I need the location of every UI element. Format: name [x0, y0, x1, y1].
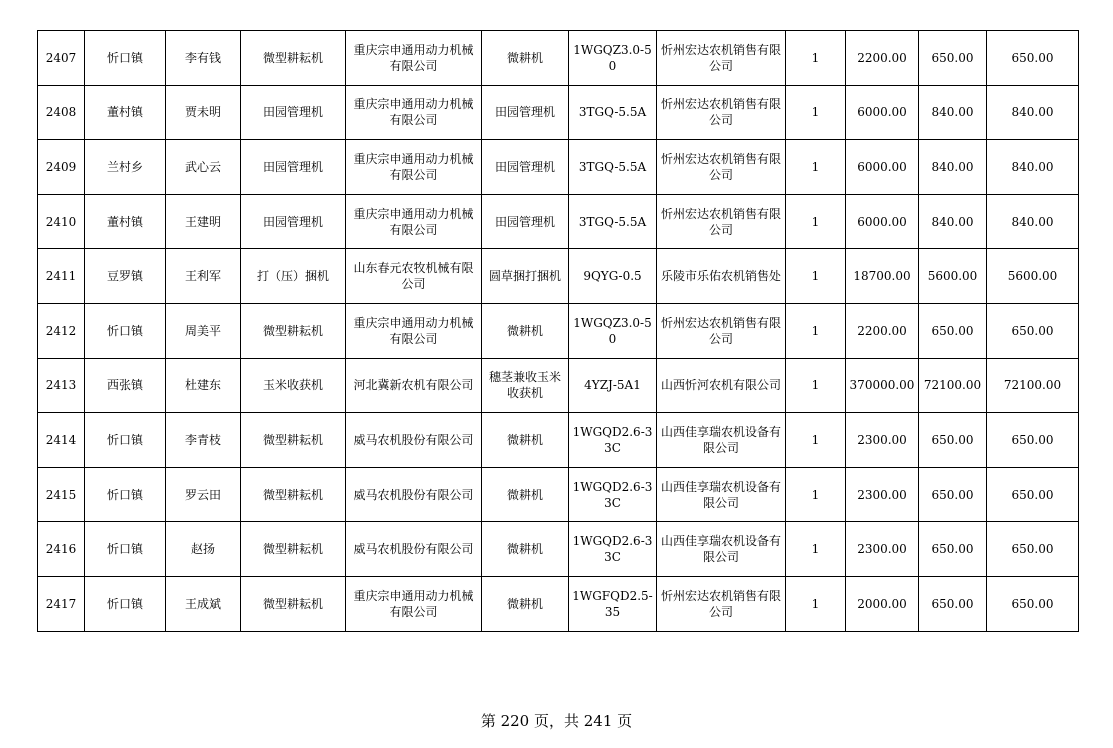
- cell-dealer: 乐陵市乐佑农机销售处: [657, 249, 786, 304]
- cell-quantity: 1: [786, 85, 846, 140]
- table-row: [38, 467, 1079, 522]
- cell-township: 忻口镇: [85, 413, 166, 468]
- cell-manufacturer: 山东春元农牧机械有限公司: [346, 249, 482, 304]
- cell-quantity: 1: [786, 576, 846, 631]
- table-row: [38, 140, 1079, 195]
- cell-product-name: 田园管理机: [482, 85, 569, 140]
- cell-machine-category: 玉米收获机: [241, 358, 346, 413]
- cell-total-subsidy: 650.00: [987, 413, 1079, 468]
- cell-subsidy-amount: 5600.00: [919, 249, 987, 304]
- cell-sale-price: 6000.00: [846, 140, 919, 195]
- cell-person-name: 李青枝: [166, 413, 241, 468]
- table-row: [38, 522, 1079, 577]
- cell-township: 西张镇: [85, 358, 166, 413]
- cell-township: 忻口镇: [85, 522, 166, 577]
- cell-model: 3TGQ-5.5A: [569, 194, 657, 249]
- cell-township: 兰村乡: [85, 140, 166, 195]
- cell-quantity: 1: [786, 467, 846, 522]
- cell-dealer: 忻州宏达农机销售有限公司: [657, 31, 786, 86]
- cell-dealer: 山西佳享瑞农机设备有限公司: [657, 413, 786, 468]
- cell-subsidy-amount: 840.00: [919, 194, 987, 249]
- cell-model: 1WGQD2.6-33C: [569, 413, 657, 468]
- cell-sale-price: 2300.00: [846, 467, 919, 522]
- cell-township: 忻口镇: [85, 467, 166, 522]
- cell-serial-no: 2407: [38, 31, 85, 86]
- page-number: 第 220 页，共 241 页: [480, 712, 633, 730]
- cell-person-name: 赵扬: [166, 522, 241, 577]
- table-row: [38, 413, 1079, 468]
- cell-model: 1WGQD2.6-33C: [569, 467, 657, 522]
- cell-product-name: 微耕机: [482, 576, 569, 631]
- cell-total-subsidy: 840.00: [987, 194, 1079, 249]
- cell-manufacturer: 重庆宗申通用动力机械有限公司: [346, 140, 482, 195]
- cell-product-name: 微耕机: [482, 413, 569, 468]
- cell-machine-category: 微型耕耘机: [241, 303, 346, 358]
- cell-total-subsidy: 650.00: [987, 576, 1079, 631]
- cell-serial-no: 2414: [38, 413, 85, 468]
- cell-subsidy-amount: 650.00: [919, 413, 987, 468]
- cell-machine-category: 田园管理机: [241, 140, 346, 195]
- cell-quantity: 1: [786, 194, 846, 249]
- cell-subsidy-amount: 650.00: [919, 303, 987, 358]
- cell-machine-category: 微型耕耘机: [241, 413, 346, 468]
- cell-quantity: 1: [786, 249, 846, 304]
- cell-dealer: 忻州宏达农机销售有限公司: [657, 85, 786, 140]
- cell-machine-category: 微型耕耘机: [241, 576, 346, 631]
- cell-manufacturer: 河北冀新农机有限公司: [346, 358, 482, 413]
- table-row: [38, 358, 1079, 413]
- cell-sale-price: 2200.00: [846, 31, 919, 86]
- table-row: [38, 194, 1079, 249]
- table-row: [38, 31, 1079, 86]
- cell-dealer: 忻州宏达农机销售有限公司: [657, 140, 786, 195]
- cell-sale-price: 2300.00: [846, 522, 919, 577]
- cell-dealer: 忻州宏达农机销售有限公司: [657, 194, 786, 249]
- cell-total-subsidy: 5600.00: [987, 249, 1079, 304]
- cell-serial-no: 2417: [38, 576, 85, 631]
- cell-machine-category: 打（压）捆机: [241, 249, 346, 304]
- cell-person-name: 李有钱: [166, 31, 241, 86]
- cell-total-subsidy: 650.00: [987, 303, 1079, 358]
- cell-model: 1WGQD2.6-33C: [569, 522, 657, 577]
- cell-sale-price: 6000.00: [846, 194, 919, 249]
- cell-township: 忻口镇: [85, 576, 166, 631]
- cell-sale-price: 2200.00: [846, 303, 919, 358]
- cell-sale-price: 2000.00: [846, 576, 919, 631]
- cell-serial-no: 2415: [38, 467, 85, 522]
- cell-dealer: 忻州宏达农机销售有限公司: [657, 576, 786, 631]
- cell-township: 董村镇: [85, 194, 166, 249]
- cell-model: 9QYG-0.5: [569, 249, 657, 304]
- table-row: [38, 303, 1079, 358]
- cell-serial-no: 2410: [38, 194, 85, 249]
- cell-person-name: 王建明: [166, 194, 241, 249]
- cell-manufacturer: 重庆宗申通用动力机械有限公司: [346, 194, 482, 249]
- cell-quantity: 1: [786, 358, 846, 413]
- cell-machine-category: 微型耕耘机: [241, 522, 346, 577]
- cell-dealer: 山西佳享瑞农机设备有限公司: [657, 467, 786, 522]
- cell-sale-price: 18700.00: [846, 249, 919, 304]
- cell-model: 1WGQZ3.0-50: [569, 31, 657, 86]
- subsidy-table: [37, 30, 1079, 632]
- cell-manufacturer: 威马农机股份有限公司: [346, 522, 482, 577]
- cell-serial-no: 2413: [38, 358, 85, 413]
- cell-township: 豆罗镇: [85, 249, 166, 304]
- cell-subsidy-amount: 650.00: [919, 576, 987, 631]
- cell-subsidy-amount: 650.00: [919, 31, 987, 86]
- cell-person-name: 王利军: [166, 249, 241, 304]
- cell-subsidy-amount: 650.00: [919, 522, 987, 577]
- cell-quantity: 1: [786, 303, 846, 358]
- cell-quantity: 1: [786, 413, 846, 468]
- cell-machine-category: 田园管理机: [241, 194, 346, 249]
- table-row: [38, 85, 1079, 140]
- cell-machine-category: 田园管理机: [241, 85, 346, 140]
- cell-manufacturer: 重庆宗申通用动力机械有限公司: [346, 576, 482, 631]
- cell-product-name: 微耕机: [482, 303, 569, 358]
- cell-quantity: 1: [786, 522, 846, 577]
- cell-product-name: 微耕机: [482, 467, 569, 522]
- cell-product-name: 微耕机: [482, 31, 569, 86]
- cell-product-name: 田园管理机: [482, 140, 569, 195]
- cell-person-name: 王成斌: [166, 576, 241, 631]
- cell-person-name: 贾未明: [166, 85, 241, 140]
- cell-total-subsidy: 72100.00: [987, 358, 1079, 413]
- cell-machine-category: 微型耕耘机: [241, 467, 346, 522]
- cell-township: 忻口镇: [85, 31, 166, 86]
- cell-total-subsidy: 650.00: [987, 522, 1079, 577]
- table-row: [38, 576, 1079, 631]
- cell-product-name: 圆草捆打捆机: [482, 249, 569, 304]
- cell-serial-no: 2411: [38, 249, 85, 304]
- cell-manufacturer: 重庆宗申通用动力机械有限公司: [346, 31, 482, 86]
- cell-manufacturer: 重庆宗申通用动力机械有限公司: [346, 85, 482, 140]
- cell-subsidy-amount: 840.00: [919, 140, 987, 195]
- cell-manufacturer: 重庆宗申通用动力机械有限公司: [346, 303, 482, 358]
- table-body: [38, 31, 1079, 632]
- cell-person-name: 杜建东: [166, 358, 241, 413]
- cell-township: 忻口镇: [85, 303, 166, 358]
- cell-total-subsidy: 840.00: [987, 140, 1079, 195]
- cell-sale-price: 6000.00: [846, 85, 919, 140]
- cell-person-name: 周美平: [166, 303, 241, 358]
- cell-quantity: 1: [786, 140, 846, 195]
- cell-total-subsidy: 650.00: [987, 31, 1079, 86]
- cell-machine-category: 微型耕耘机: [241, 31, 346, 86]
- table-row: [38, 249, 1079, 304]
- cell-product-name: 微耕机: [482, 522, 569, 577]
- cell-model: 1WGFQD2.5-35: [569, 576, 657, 631]
- cell-serial-no: 2409: [38, 140, 85, 195]
- cell-manufacturer: 威马农机股份有限公司: [346, 467, 482, 522]
- cell-serial-no: 2412: [38, 303, 85, 358]
- cell-subsidy-amount: 840.00: [919, 85, 987, 140]
- cell-product-name: 田园管理机: [482, 194, 569, 249]
- cell-subsidy-amount: 72100.00: [919, 358, 987, 413]
- cell-dealer: 山西佳享瑞农机设备有限公司: [657, 522, 786, 577]
- cell-model: 3TGQ-5.5A: [569, 140, 657, 195]
- cell-sale-price: 370000.00: [846, 358, 919, 413]
- cell-township: 董村镇: [85, 85, 166, 140]
- cell-total-subsidy: 650.00: [987, 467, 1079, 522]
- cell-serial-no: 2408: [38, 85, 85, 140]
- cell-model: 4YZJ-5A1: [569, 358, 657, 413]
- cell-total-subsidy: 840.00: [987, 85, 1079, 140]
- cell-person-name: 罗云田: [166, 467, 241, 522]
- cell-dealer: 忻州宏达农机销售有限公司: [657, 303, 786, 358]
- cell-person-name: 武心云: [166, 140, 241, 195]
- cell-subsidy-amount: 650.00: [919, 467, 987, 522]
- cell-serial-no: 2416: [38, 522, 85, 577]
- cell-quantity: 1: [786, 31, 846, 86]
- cell-sale-price: 2300.00: [846, 413, 919, 468]
- cell-model: 3TGQ-5.5A: [569, 85, 657, 140]
- cell-dealer: 山西忻河农机有限公司: [657, 358, 786, 413]
- cell-manufacturer: 威马农机股份有限公司: [346, 413, 482, 468]
- cell-model: 1WGQZ3.0-50: [569, 303, 657, 358]
- cell-product-name: 穗茎兼收玉米收获机: [482, 358, 569, 413]
